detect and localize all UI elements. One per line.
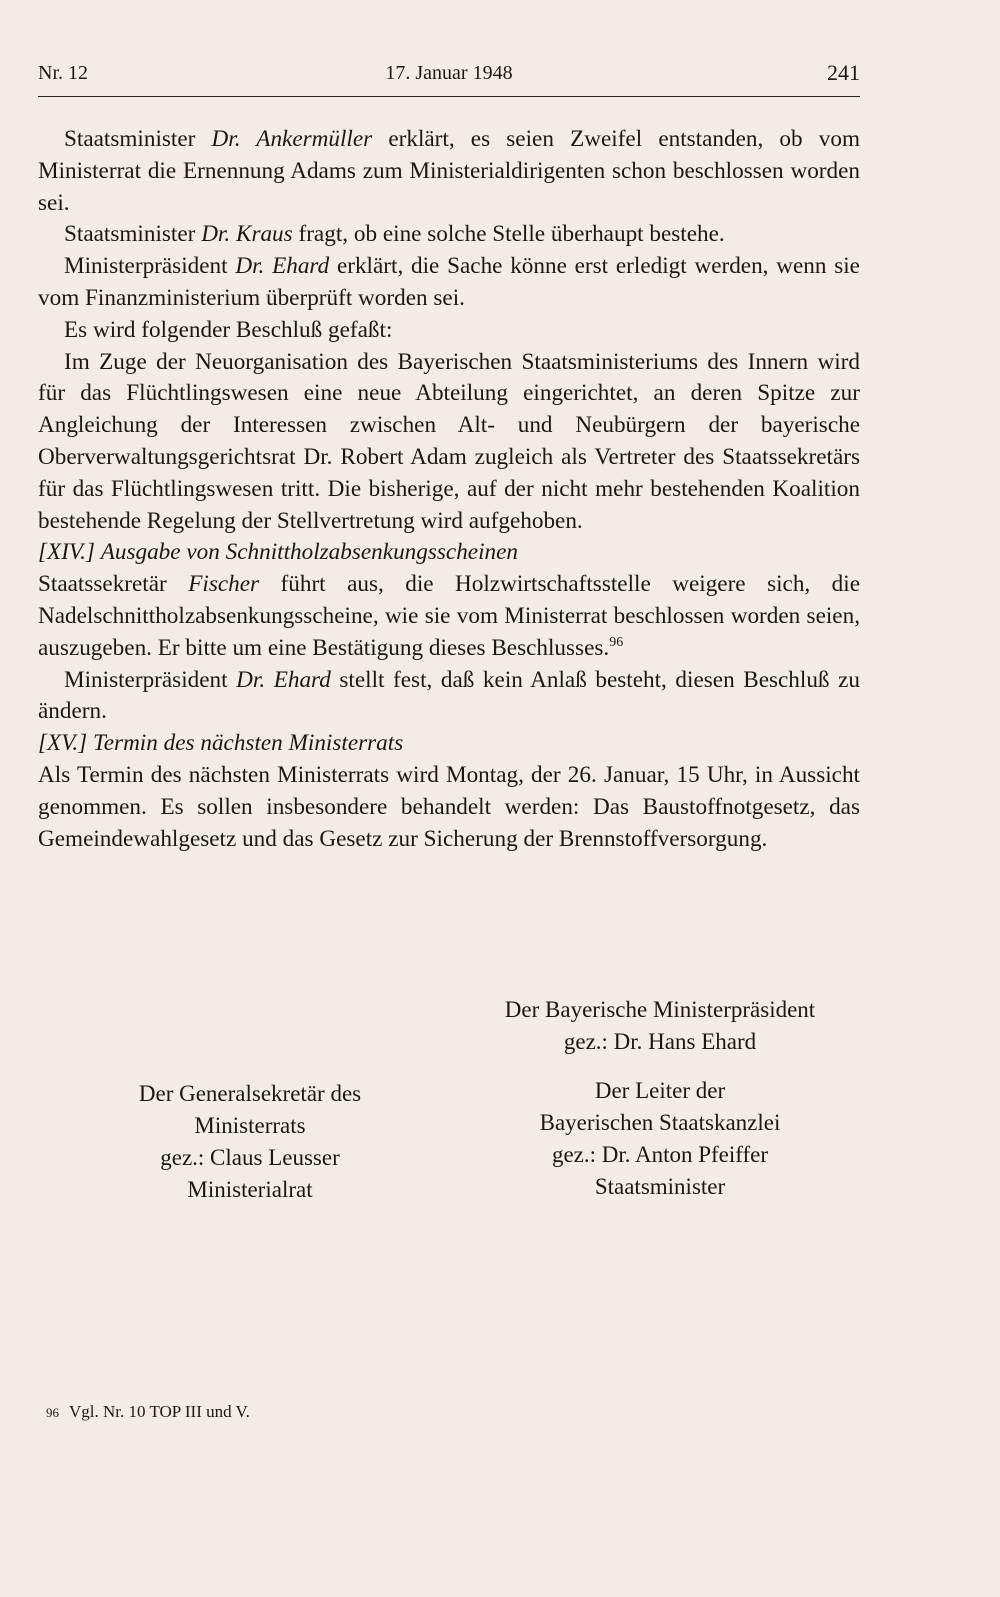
signature-line: Der Generalsekretär des [138, 1081, 362, 1106]
footnote-reference: 96 [609, 634, 624, 650]
paragraph-beschluss-intro: Es wird folgender Beschluß gefaßt: [64, 316, 393, 343]
text: Ministerpräsident [64, 666, 237, 693]
paragraph-ehard-feststellung [38, 665, 860, 729]
page-number: 241 [827, 60, 860, 85]
header-rule [38, 96, 860, 97]
section-heading-xv [38, 728, 860, 760]
signature-staatskanzlei [500, 1075, 820, 1203]
section-title: Ausgabe von Schnittholzabsenkungsscheinen [100, 539, 518, 566]
paragraph-fischer [38, 569, 860, 664]
speaker-name: Dr. Ehard [235, 253, 330, 280]
text: Ministerpräsident [64, 253, 236, 280]
signature-line: gez.: Dr. Anton Pfeiffer [551, 1142, 769, 1167]
text: erklärt, die Sache könne erst erledigt werden, wenn sie vom Finanzministerium überprüft worden sei. [38, 253, 860, 311]
speaker-name: Dr. Ankermüller [211, 126, 373, 152]
speaker-name: Dr. Ehard [236, 666, 331, 693]
document-number: Nr. 12 [38, 62, 88, 84]
signature-line: gez.: Dr. Hans Ehard [563, 1029, 757, 1054]
footnote-mark: 96 [46, 1405, 59, 1420]
paragraph-ehard [38, 251, 860, 315]
text: Staatsminister [64, 126, 212, 152]
footnote-text: Vgl. Nr. 10 TOP III und V. [69, 1402, 250, 1421]
text: erklärt, es seien Zweifel entstanden, ob vom Ministerrat die Ernennung Adams zum Ministerialdirigenten schon beschlossen worden sei. [38, 126, 860, 216]
section-number: [XIV.] [38, 539, 95, 566]
text: führt aus, die Holzwirtschaftsstelle weigere sich, die Nadelschnittholzabsenkungsscheine, wie sie vom Ministerrat beschlossen worden seien, auszugeben. Er bitte um eine Bestätigung dieses Beschlusses. [38, 571, 860, 661]
speaker-name: Dr. Kraus [201, 221, 293, 248]
section-title: Termin des nächsten Ministerrats [92, 730, 404, 757]
text: Staatssekretär [38, 571, 189, 598]
signature-line: gez.: Claus Leusser [160, 1145, 340, 1170]
text: fragt, ob eine solche Stelle überhaupt bestehe. [292, 221, 725, 248]
paragraph-kraus [38, 219, 860, 251]
signature-line: Ministerrats [194, 1113, 306, 1138]
signature-ministerpraesident [470, 994, 850, 1058]
page-header [38, 60, 860, 96]
signature-line: Staatsminister [594, 1174, 726, 1199]
signature-line: Ministerialrat [187, 1177, 313, 1202]
signature-line: Der Leiter der [594, 1078, 726, 1103]
paragraph-ankermueller [38, 124, 860, 219]
text: Staatsminister [64, 221, 202, 248]
section-heading-xiv [38, 537, 860, 569]
speaker-name: Fischer [188, 571, 260, 598]
signature-line: Der Bayerische Ministerpräsident [504, 997, 816, 1022]
signature-generalsekretaer [100, 1078, 400, 1206]
text: stellt fest, daß kein Anlaß besteht, diesen Beschluß zu ändern. [38, 666, 860, 725]
signature-line: Bayerischen Staatskanzlei [539, 1110, 781, 1135]
paragraph-termin: Als Termin des nächsten Ministerrats wird Montag, der 26. Januar, 15 Uhr, in Aussicht genommen. Es sollen insbesondere behandelt werden: Das Baustoffnotgesetz, das Gemeindewahlgesetz und das Gesetz zur Sicherung der Brennstoffversorgung. [38, 761, 860, 852]
meeting-date: 17. Januar 1948 [385, 62, 513, 84]
paragraph-beschluss: Im Zuge der Neuorganisation des Bayerischen Staatsministeriums des Innern wird für das Flüchtlingswesen eine neue Abteilung eingerichtet, an deren Spitze zur Angleichung der Interessen zwischen Alt- und Neubürgern der bayerische Oberverwaltungsgerichtsrat Dr. Robert Adam zugleich als Vertreter des Staatssekretärs für das Flüchtlingswesen tritt. Die bisherige, auf der nicht mehr bestehenden Koalition bestehende Regelung der Stellvertretung wird aufgehoben. [38, 348, 860, 534]
page-body [38, 124, 860, 855]
footnote-96 [46, 1402, 250, 1422]
section-number: [XV.] [38, 730, 88, 757]
